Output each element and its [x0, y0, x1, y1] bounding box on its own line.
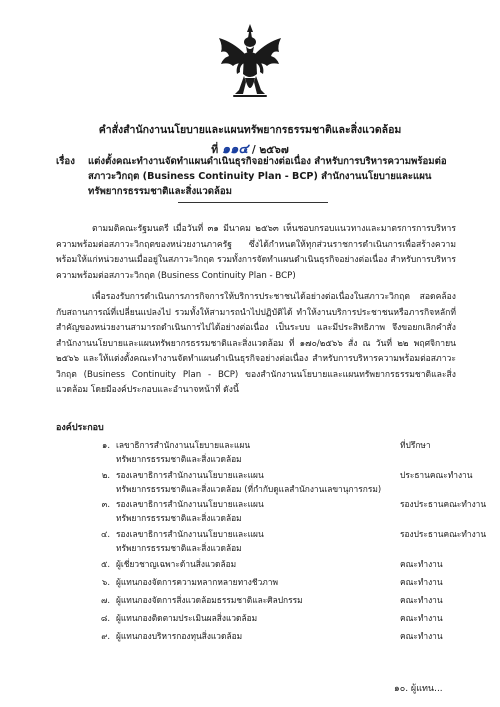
- member-name-line2: ทรัพยากรธรรมชาติและสิ่งแวดล้อม: [116, 454, 242, 464]
- member-name: [116, 611, 356, 625]
- member-number: ๓.: [101, 499, 110, 509]
- member-number: ๕.: [100, 559, 110, 569]
- member-name-line1: เลขาธิการสำนักงานนโยบายและแผน: [116, 440, 251, 450]
- subject-text: แต่งตั้งคณะทำงานจัดทำแผนดำเนินธุรกิจอย่างต่อเนื่อง สำหรับการบริหารความพร้อมต่อสภาวะวิกฤต (Business Continuity Plan - BCP) สำนักงานนโยบายและแผนทรัพยากรธรรมชาติและสิ่งแวดล้อม: [88, 156, 447, 197]
- list-item: [88, 438, 500, 466]
- subject-block: [56, 154, 458, 199]
- member-name: [116, 527, 356, 555]
- paragraph-2: เพื่อรองรับการดำเนินการภารกิจการให้บริการประชาชนได้อย่างต่อเนื่องในสภาวะวิกฤต สอดคล้องกับสถานการณ์ที่เปลี่ยนแปลงไป รวมทั้งให้สามารถนำไปปฏิบัติได้ ทำให้งานบริการประชาชนหรือภารกิจหลักที่สำคัญของหน่วยงานสามารถดำเนินการไปได้อย่างต่อเนื่อง เป็นระบบ และมีประสิทธิภาพ จึงขอยกเลิกคำสั่งสำนักงานนโยบายและแผนทรัพยากรธรรมชาติและสิ่งแวดล้อม ที่ ๑๗๐/๒๕๖๖ สั่ง ณ วันที่ ๒๒ พฤศจิกายน ๒๕๖๖ และให้แต่งตั้งคณะทำงานจัดทำแผนดำเนินธุรกิจอย่างต่อเนื่อง สำหรับการบริหารความพร้อมต่อสภาวะวิกฤต (Business Continuity Plan - BCP) ของสำนักงานนโยบายและแผนทรัพยากรธรรมชาติและสิ่งแวดล้อม โดยมีองค์ประกอบและอำนาจหน้าที่ ดังนี้: [56, 292, 456, 395]
- member-name-line1: ผู้แทนกองจัดการสิ่งแวดล้อมธรรมชาติและศิลปกรรม: [116, 595, 303, 605]
- member-name-line1: ผู้เชี่ยวชาญเฉพาะด้านสิ่งแวดล้อม: [116, 559, 237, 569]
- divider: [178, 202, 328, 203]
- list-item: [88, 527, 500, 555]
- member-name-line1: รองเลขาธิการสำนักงานนโยบายและแผน: [116, 470, 264, 480]
- list-item: [88, 575, 500, 589]
- list-item: [88, 593, 500, 607]
- member-name-line1: ผู้แทนกองจัดการความหลากหลายทางชีวภาพ: [116, 577, 279, 587]
- list-item: [88, 497, 500, 525]
- subject-label: เรื่อง: [56, 156, 75, 167]
- member-number: ๖.: [102, 577, 110, 587]
- garuda-emblem-icon: [215, 22, 285, 102]
- member-name: [116, 497, 356, 525]
- member-name: [116, 575, 356, 589]
- member-role: คณะทำงาน: [400, 595, 443, 605]
- member-name-line1: ผู้แทนกองบริหารกองทุนสิ่งแวดล้อม: [116, 631, 243, 641]
- member-number: ๙.: [101, 631, 110, 641]
- member-number: ๔.: [100, 529, 110, 539]
- list-item: [88, 629, 500, 643]
- member-name: [116, 629, 356, 643]
- member-number: ๑.: [102, 440, 110, 450]
- order-prefix: ที่: [211, 144, 219, 156]
- member-number: ๗.: [101, 595, 110, 605]
- member-role: รองประธานคณะทำงาน: [400, 499, 487, 509]
- order-year: / ๒๕๖๗: [251, 144, 289, 156]
- order-number: ๑๑๔: [221, 142, 249, 157]
- member-name: [116, 593, 356, 607]
- list-item: [88, 468, 500, 496]
- member-name: [116, 438, 356, 466]
- paragraph-1: ตามมติคณะรัฐมนตรี เมื่อวันที่ ๓๑ มีนาคม ๒๕๖๓ เห็นชอบกรอบแนวทางและมาตรการการบริหารความพร้อมต่อสภาวะวิกฤตของหน่วยงานภาครัฐ ซึ่งได้กำหนดให้ทุกส่วนราชการดำเนินการเพื่อสร้างความพร้อมให้แก่หน่วยงานเมื่ออยู่ในสภาวะวิกฤต รวมทั้งการจัดทำแผนดำเนินธุรกิจอย่างต่อเนื่อง สำหรับการบริหารความพร้อมต่อสภาวะวิกฤต (Business Continuity Plan - BCP): [56, 224, 456, 281]
- member-role: ที่ปรึกษา: [400, 440, 431, 450]
- continuation-text: ๑๐. ผู้แทน...: [394, 684, 443, 694]
- member-role: รองประธานคณะทำงาน: [400, 529, 487, 539]
- member-role: คณะทำงาน: [400, 631, 443, 641]
- member-name: [116, 557, 356, 571]
- member-name-line1: ผู้แทนกองติดตามประเมินผลสิ่งแวดล้อม: [116, 613, 258, 623]
- member-role: คณะทำงาน: [400, 559, 443, 569]
- list-item: [88, 557, 500, 571]
- member-number: ๒.: [101, 470, 110, 480]
- member-name: [116, 468, 382, 496]
- member-name-line2: ทรัพยากรธรรมชาติและสิ่งแวดล้อม: [116, 543, 242, 553]
- member-role: คณะทำงาน: [400, 577, 443, 587]
- member-role: คณะทำงาน: [400, 613, 443, 623]
- composition-heading: องค์ประกอบ: [56, 423, 104, 433]
- member-number: ๘.: [100, 613, 110, 623]
- order-title: คำสั่งสำนักงานนโยบายและแผนทรัพยากรธรรมชาติและสิ่งแวดล้อม: [98, 124, 402, 136]
- member-name-line2: ทรัพยากรธรรมชาติและสิ่งแวดล้อม: [116, 513, 242, 523]
- member-name-line1: รองเลขาธิการสำนักงานนโยบายและแผน: [116, 529, 264, 539]
- list-item: [88, 611, 500, 625]
- member-name-line2: ทรัพยากรธรรมชาติและสิ่งแวดล้อม (ที่กำกับดูแลสำนักงานเลขานุการกรม): [116, 484, 382, 494]
- member-role: ประธานคณะทำงาน: [400, 470, 473, 480]
- member-name-line1: รองเลขาธิการสำนักงานนโยบายและแผน: [116, 499, 264, 509]
